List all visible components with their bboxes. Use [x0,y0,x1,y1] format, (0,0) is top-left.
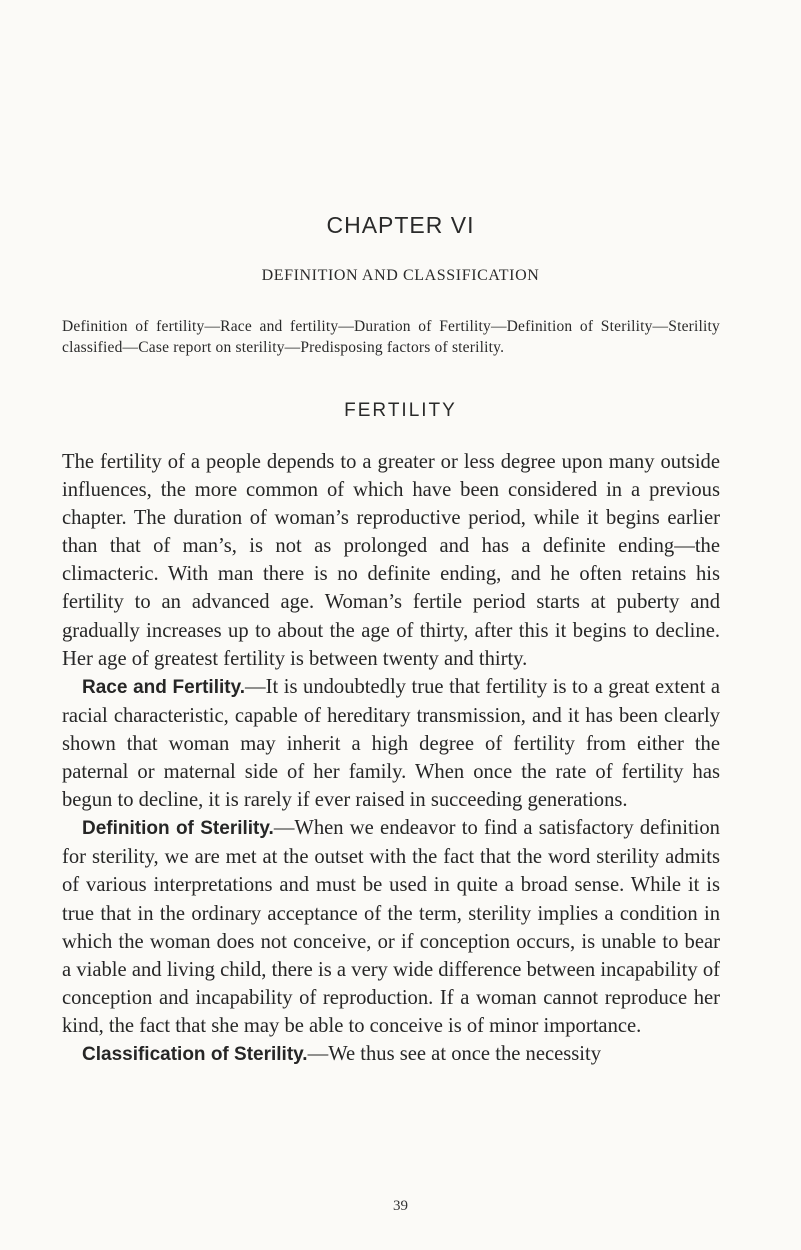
page-number: 39 [393,1198,408,1214]
run-in-heading: Classification of Sterility. [82,1043,308,1065]
run-in-heading: Definition of Sterility. [82,818,274,840]
chapter-title: CHAPTER VI [326,212,475,238]
body-text [62,448,720,1069]
paragraph-text: The fertility of a people depends to a greater or less degree upon many outside influences, the more common of which have been considered in a previous chapter. The duration of woman’s reproductive period, while it begins earlier than that of man’s, is not as prolonged and has a definite ending—the climacteric. With man there is no definite ending, and he often retains his fertility to an advanced age. Woman’s fertile period starts at puberty and gradually increases up to about the age of thirty, after this it begins to decline. Her age of greatest fertility is between twenty and thirty. [62,451,720,670]
paragraph-text: —We thus see at once the necessity [307,1042,602,1065]
paragraph-text: —It is undoubtedly true that fertility is to a great extent a racial characteristic, capable of hereditary transmission, and it has been clearly shown that woman may inherit a high degree of fertility from either the paternal or maternal side of her family. When once the rate of fertility has begun to decline, it is rarely if ever raised in succeeding generations. [62,675,720,812]
chapter-subtitle: DEFINITION AND CLASSIFICATION [261,267,540,284]
section-heading: FERTILITY [344,400,457,421]
paragraph-definition-of-sterility [62,814,720,1040]
chapter-synopsis: Definition of fertility—Race and fertility—Duration of Fertility—Definition of Sterility—Sterility classified—Case report on sterility—Predisposing factors of sterility. [62,318,720,356]
run-in-heading: Race and Fertility. [82,676,246,698]
paragraph-text: —When we endeavor to find a satisfactory definition for sterility, we are met at the outset with the fact that the word sterility admits of various interpretations and must be used in quite a broad sense. While it is true that in the ordinary acceptance of the term, sterility implies a condition in which the woman does not conceive, or if conception occurs, is unable to bear a viable and living child, there is a very wide difference between incapability of conception and incapability of reproduction. If a woman cannot reproduce her kind, the fact that she may be able to conceive is of minor importance. [62,817,720,1037]
paragraph-classification-of-sterility [62,1040,720,1069]
paragraph-fertility [62,448,720,673]
paragraph-race-and-fertility [62,673,720,814]
